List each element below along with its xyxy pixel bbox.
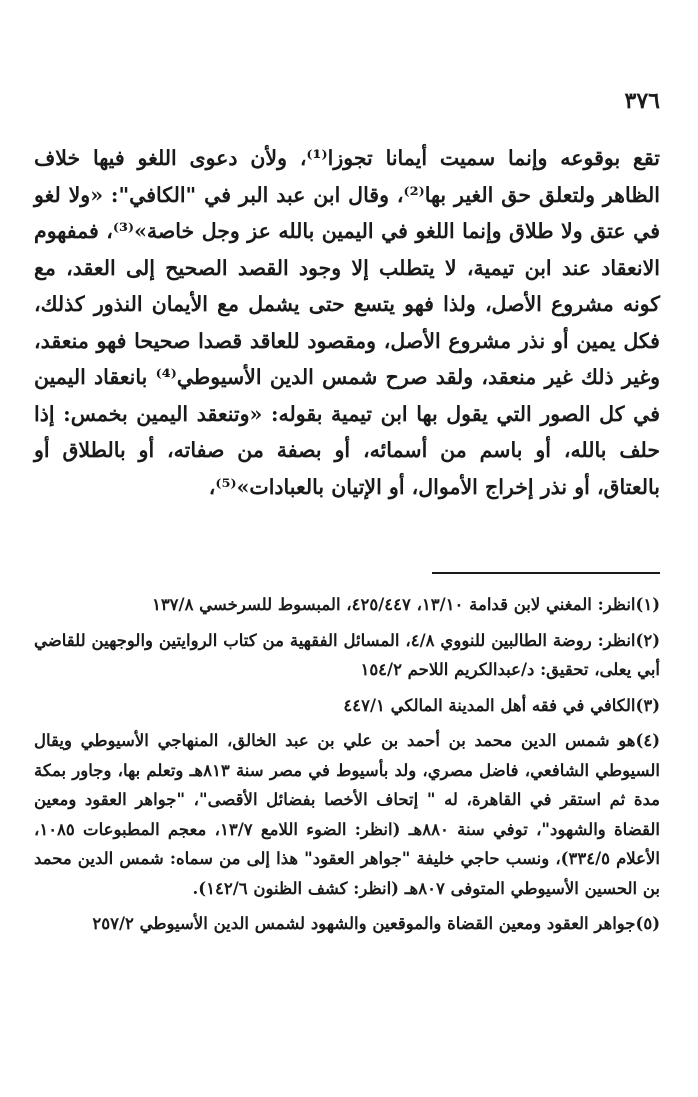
body-paragraph: تقع بوقوعه وإنما سميت أيمانا تجوزا⁽¹⁾، ولأن دعوى اللغو فيها خلاف الظاهر ولتعلق حق الغير بها⁽²⁾، وقال ابن عبد البر في "الكافي": «ولا لغو في عتق ولا طلاق وإنما اللغو في اليمين بالله عز وجل خاصة»⁽³⁾، فمفهوم الانعقاد عند ابن تيمية، لا يتطلب إلا وجود القصد الصحيح إلى العقد، مع كونه مشروع الأصل، ولذا فهو يتسع حتى يشمل مع الأيمان النذور كذلك، فكل يمين أو نذر مشروع الأصل، ومقصود للعاقد قصدا صحيحا فهو منعقد، وغير ذلك غير منعقد، ولقد صرح شمس الدين الأسيوطي⁽⁴⁾ بانعقاد اليمين في كل الصور التي يقول بها ابن تيمية بقوله: «وتنعقد اليمين بخمس: إذا حلف بالله، أو باسم من أسمائه، أو بصفة من صفاته، أو بالطلاق أو بالعتاق، أو نذر إخراج الأموال، أو الإتيان بالعبادات»⁽⁵⁾،: [34, 146, 660, 499]
footnote-1: (١)انظر: المغني لابن قدامة ١٣/١٠، ٤٢٥/٤٤٧، المبسوط للسرخسي ١٣٧/٨: [151, 595, 660, 614]
footnote-4: (٤)هو شمس الدين محمد بن أحمد بن علي بن عبد الخالق، المنهاجي الأسيوطي ويقال السيوطي الشافعي، فاضل مصري، ولد بأسيوط في مصر سنة ٨١٣هـ وتعلم بها، وجاور بمكة مدة ثم استقر في القاهرة، له " إتحاف الأخصا بفضائل الأقصى"، "جواهر العقود ومعين القضاة والشهود"، توفي سنة ٨٨٠هـ (انظر: الضوء اللامع ١٣/٧، معجم المطبوعات ١٠٨٥، الأعلام ٣٣٤/٥)، ونسب حاجي خليفة "جواهر العقود" هذا إلى من سماه: شمس الدين محمد بن الحسين الأسيوطي المتوفى ٨٠٧هـ (انظر: كشف الظنون ١٤٢/٦).: [34, 731, 660, 898]
footnote-5: (٥)جواهر العقود ومعين القضاة والموقعين والشهود لشمس الدين الأسيوطي ٢٥٧/٢: [92, 914, 660, 933]
body-text: [34, 140, 660, 505]
footnote-separator: [432, 572, 660, 574]
footnote-3: (٣)الكافي في فقه أهل المدينة المالكي ٤٤٧/١: [343, 695, 660, 715]
page-number: ٣٧٦: [624, 88, 660, 114]
footnote-2: (٢)انظر: روضة الطالبين للنووي ٤/٨، المسائل الفقهية من كتاب الروايتين والوجهين للقاضي أبي يعلى، تحقيق: د/عبدالكريم اللاحم ١٥٤/٢: [34, 630, 660, 679]
footnotes: [34, 590, 660, 945]
